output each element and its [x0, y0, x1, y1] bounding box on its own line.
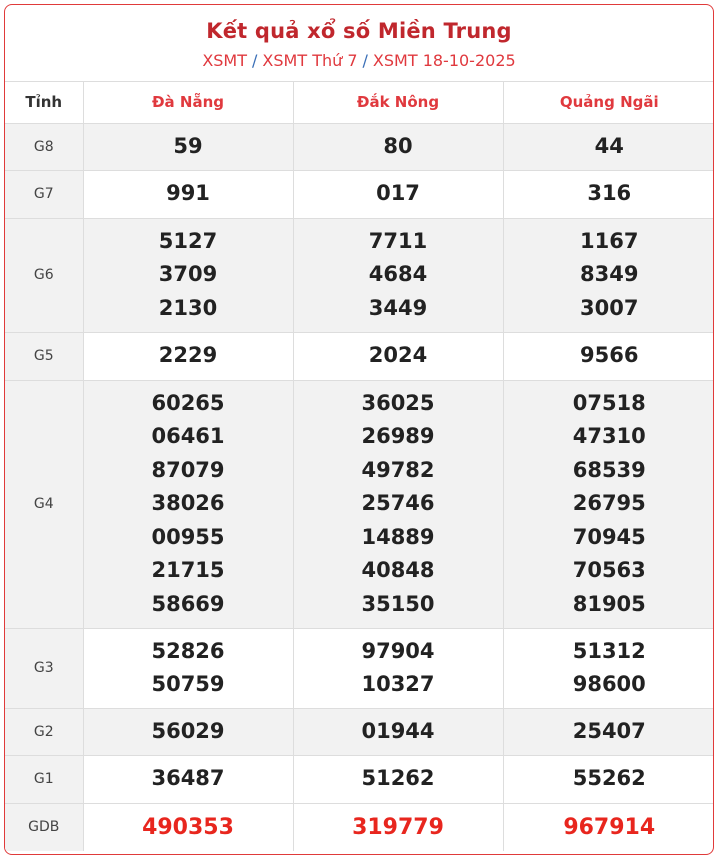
result-number: 25407 — [572, 718, 646, 743]
results-body — [5, 123, 714, 851]
result-cell — [83, 123, 293, 170]
result-number: 44 — [594, 133, 624, 158]
result-cell — [83, 803, 293, 851]
prize-label: G3 — [5, 628, 83, 708]
result-cell — [293, 332, 503, 380]
table-row — [5, 332, 714, 380]
result-number: 80 — [383, 133, 413, 158]
result-cell — [83, 218, 293, 332]
result-number: 3007 — [580, 295, 639, 320]
table-row — [5, 123, 714, 170]
result-number: 97904 — [361, 638, 435, 663]
column-header-province[interactable]: Đà Nẵng — [83, 82, 293, 123]
result-number: 68539 — [572, 457, 646, 482]
result-number: 49782 — [361, 457, 435, 482]
result-cell — [293, 708, 503, 755]
result-number: 2229 — [158, 343, 218, 368]
result-number: 60265 — [151, 390, 225, 415]
result-number: 7711 — [368, 228, 428, 253]
result-number: 98600 — [572, 672, 646, 696]
result-number: 00955 — [151, 524, 225, 549]
result-number: 51262 — [361, 766, 435, 791]
result-number: 87079 — [151, 457, 225, 482]
breadcrumb-separator: / — [362, 51, 368, 70]
result-cell — [293, 123, 503, 170]
result-number: 70945 — [572, 524, 646, 549]
results-card — [4, 4, 714, 855]
result-number: 51312 — [572, 638, 646, 663]
result-number: 967914 — [563, 814, 656, 840]
prize-label: G2 — [5, 708, 83, 755]
result-cell — [503, 170, 714, 218]
result-cell — [293, 803, 503, 851]
result-number: 5127 — [158, 228, 218, 253]
table-row — [5, 708, 714, 755]
result-cell — [293, 170, 503, 218]
result-number: 1167 — [580, 228, 639, 253]
breadcrumb-xsmt-thu-7[interactable]: XSMT Thứ 7 — [262, 51, 358, 70]
result-cell — [503, 803, 714, 851]
result-number: 01944 — [361, 718, 435, 743]
result-number: 319779 — [352, 814, 444, 840]
prize-label: G4 — [5, 380, 83, 628]
results-table — [5, 82, 714, 851]
table-row — [5, 170, 714, 218]
result-number: 56029 — [151, 718, 225, 743]
result-cell — [503, 708, 714, 755]
result-number: 70563 — [572, 558, 646, 583]
result-cell — [83, 332, 293, 380]
result-number: 490353 — [142, 814, 234, 840]
result-number: 3709 — [158, 262, 218, 287]
result-cell — [503, 218, 714, 332]
result-number: 06461 — [151, 424, 225, 449]
result-number: 35150 — [361, 591, 435, 616]
result-cell — [293, 218, 503, 332]
result-number: 10327 — [361, 672, 435, 696]
result-number: 4684 — [368, 262, 428, 287]
result-number: 36487 — [151, 766, 225, 791]
column-header-tinh: Tỉnh — [5, 82, 83, 123]
column-header-province[interactable]: Đắk Nông — [293, 82, 503, 123]
result-number: 58669 — [151, 591, 225, 616]
result-number: 3449 — [368, 295, 428, 320]
result-cell — [83, 755, 293, 803]
result-cell — [293, 755, 503, 803]
table-header-row — [5, 82, 714, 123]
result-number: 52826 — [151, 638, 225, 663]
result-cell — [293, 628, 503, 708]
result-number: 8349 — [580, 262, 639, 287]
result-cell — [83, 170, 293, 218]
page-title: Kết quả xổ số Miền Trung — [206, 19, 512, 43]
result-number: 2130 — [158, 295, 218, 320]
prize-label: G5 — [5, 332, 83, 380]
prize-label: G8 — [5, 123, 83, 170]
prize-label: GDB — [5, 803, 83, 851]
result-number: 59 — [173, 133, 203, 158]
prize-label: G6 — [5, 218, 83, 332]
result-number: 40848 — [361, 558, 435, 583]
result-number: 55262 — [572, 766, 646, 791]
result-cell — [503, 628, 714, 708]
results-header — [5, 5, 713, 82]
breadcrumb — [5, 51, 713, 70]
table-row — [5, 218, 714, 332]
result-number: 50759 — [151, 672, 225, 696]
table-row — [5, 628, 714, 708]
breadcrumb-separator: / — [252, 51, 258, 70]
prize-label: G7 — [5, 170, 83, 218]
result-number: 21715 — [151, 558, 225, 583]
result-number: 07518 — [572, 390, 646, 415]
result-number: 81905 — [572, 591, 646, 616]
result-number: 991 — [166, 181, 210, 206]
result-cell — [503, 123, 714, 170]
result-number: 26795 — [572, 491, 646, 516]
result-number: 14889 — [361, 524, 435, 549]
result-cell — [83, 628, 293, 708]
result-number: 2024 — [368, 343, 428, 368]
result-cell — [503, 380, 714, 628]
prize-label: G1 — [5, 755, 83, 803]
result-number: 47310 — [572, 424, 646, 449]
result-cell — [503, 755, 714, 803]
table-row — [5, 755, 714, 803]
result-number: 38026 — [151, 491, 225, 516]
result-number: 316 — [587, 181, 632, 206]
breadcrumb-date[interactable]: XSMT 18-10-2025 — [372, 51, 516, 70]
breadcrumb-xsmt[interactable]: XSMT — [202, 51, 248, 70]
result-cell — [293, 380, 503, 628]
result-number: 017 — [376, 181, 420, 206]
result-cell — [83, 708, 293, 755]
result-cell — [83, 380, 293, 628]
table-row — [5, 803, 714, 851]
result-number: 25746 — [361, 491, 435, 516]
result-cell — [503, 332, 714, 380]
column-header-province[interactable]: Quảng Ngãi — [503, 82, 714, 123]
result-number: 9566 — [580, 343, 639, 368]
result-number: 36025 — [361, 390, 435, 415]
table-row — [5, 380, 714, 628]
result-number: 26989 — [361, 424, 435, 449]
